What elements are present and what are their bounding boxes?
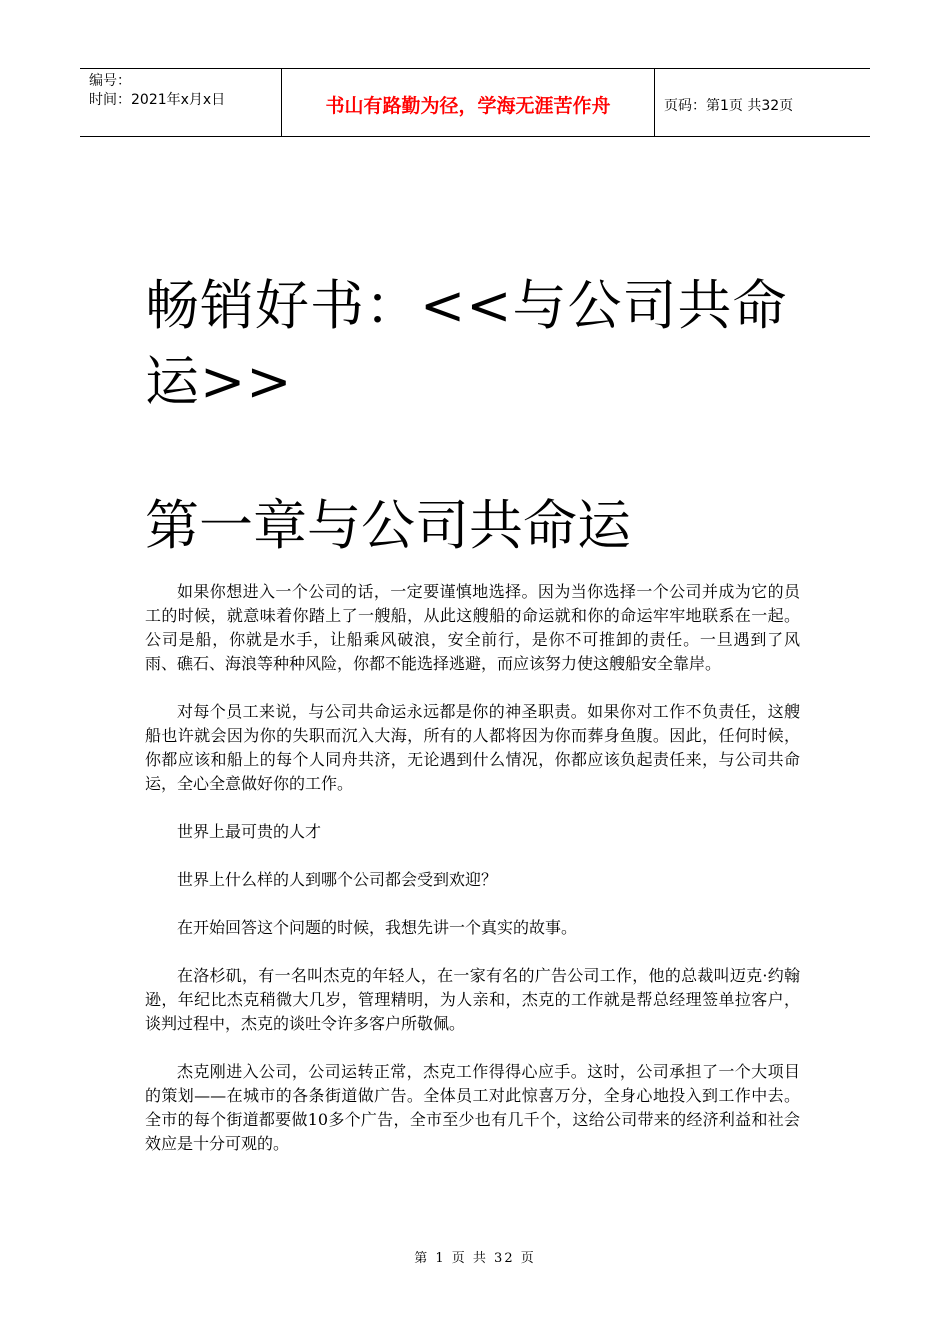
body-content <box>145 580 800 1180</box>
paragraph: 在开始回答这个问题的时候，我想先讲一个真实的故事。 <box>177 918 578 937</box>
header-motto: 书山有路勤为径，学海无涯苦作舟 <box>282 69 655 136</box>
date-label: 时间：2021年x月x日 <box>89 92 226 108</box>
paragraph: 如果你想进入一个公司的话，一定要谨慎地选择。因为当你选择一个公司并成为它的员工的时候，就意味着你踏上了一艘船，从此这艘船的命运就和你的命运牢牢地联系在一起。公司是船，你就是水手，让船乘风破浪，安全前行，是你不可推卸的责任。一旦遇到了风雨、礁石、海浪等种种风险，你都不能选择逃避，而应该努力使这艘船安全靠岸。 <box>145 582 800 673</box>
header-meta-cell <box>80 69 282 136</box>
paragraph: 世界上什么样的人到哪个公司都会受到欢迎？ <box>177 870 498 889</box>
section-heading: 世界上最可贵的人才 <box>177 822 322 841</box>
book-title: 畅销好书：<<与公司共命运>> <box>145 274 788 413</box>
serial-label: 编号： <box>89 73 131 89</box>
header-page-info: 页码：第1页 共32页 <box>664 97 794 114</box>
paragraph: 对每个员工来说，与公司共命运永远都是你的神圣职责。如果你对工作不负责任，这艘船也许就会因为你的失职而沉入大海，所有的人都将因为你而葬身鱼腹。因此，任何时候，你都应该和船上的每个人同舟共济，无论遇到什么情况，你都应该负起责任来，与公司共命运，全心全意做好你的工作。 <box>145 702 800 793</box>
chapter-title: 第一章与公司共命运 <box>145 494 631 557</box>
paragraph: 杰克刚进入公司，公司运转正常，杰克工作得得心应手。这时，公司承担了一个大项目的策划——在城市的各条街道做广告。全体员工对此惊喜万分，全身心地投入到工作中去。全市的每个街道都要做10多个广告，全市至少也有几千个，这给公司带来的经济利益和社会效应是十分可观的。 <box>145 1062 800 1153</box>
page-footer: 第 1 页 共 32 页 <box>414 1251 536 1266</box>
header-table <box>80 68 870 137</box>
paragraph: 在洛杉矶，有一名叫杰克的年轻人，在一家有名的广告公司工作，他的总裁叫迈克·约翰逊，年纪比杰克稍微大几岁，管理精明，为人亲和，杰克的工作就是帮总经理签单拉客户，谈判过程中，杰克的谈吐令许多客户所敬佩。 <box>145 966 800 1033</box>
